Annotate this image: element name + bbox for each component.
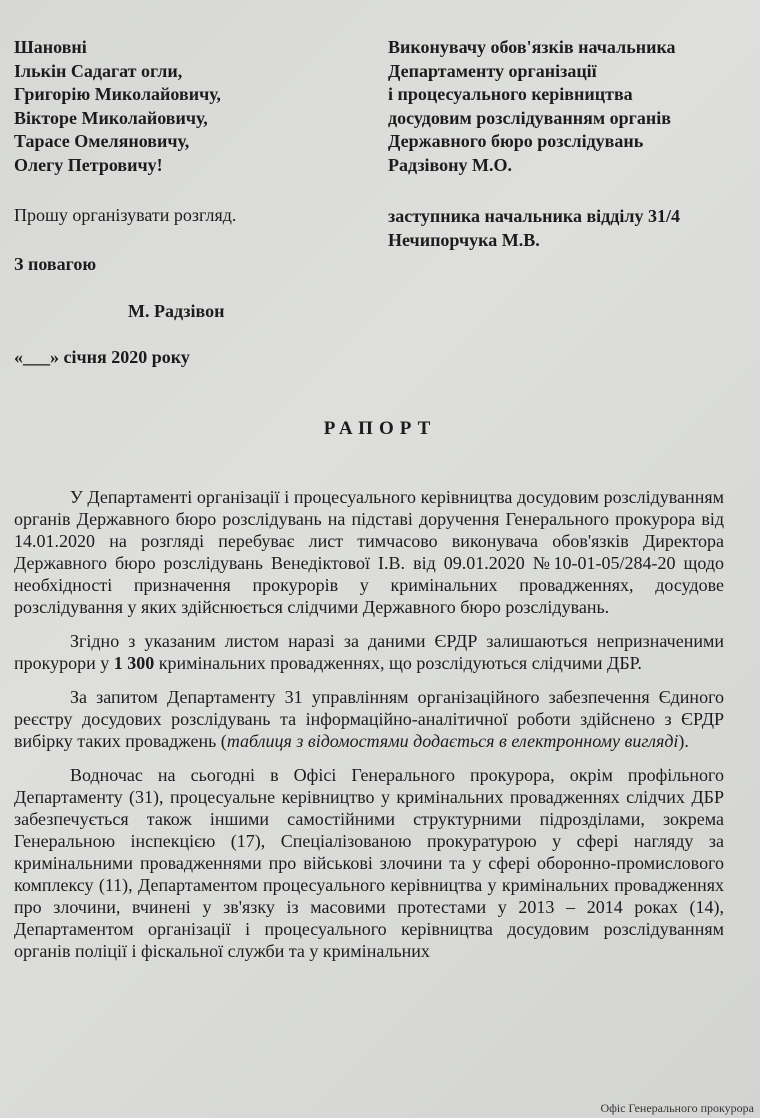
paragraph: [14, 686, 724, 752]
paragraph-text: Водночас на сьогодні в Офісі Генерального прокурора, окрім профільного Департаменту (31), процесуальне керівництво у кримінальних провадженнях слідчих ДБР забезпечується також іншими самостійними структурними підрозділами, зокрема Генеральною інспекцією (17), Спеціалізованою прокуратурою у сфері нагляду за кримінальними провадженнями про військові злочини та у сфері оборонно-промислового комплексу (11), Департаментом процесуального керівництва у кримінальних провадженнях про злочини, вчинені у зв'язку із масовими протестами у 2013 – 2014 роках (14), Департаментом організації і процесуального керівництва досудовим розслідуванням органів поліції і фіскальної служби та у кримінальних: [14, 765, 724, 961]
addressee-line: Тарасе Омеляновичу,: [14, 131, 190, 151]
addressees-block: [14, 36, 354, 177]
paragraph-text: ).: [678, 731, 689, 751]
attachment-note: таблиця з відомостями додається в електронному вигляді: [226, 731, 679, 751]
footer-stamp: Офіс Генерального прокурора: [600, 1101, 754, 1115]
document-title: РАПОРТ: [323, 418, 437, 439]
addressee-line: Григорію Миколайовичу,: [14, 84, 221, 104]
paragraph-text: За запитом Департаменту 31 управлінням організаційного забезпечення Єдиного реєстру досудових розслідувань та інформаційно-аналітичної роботи здійснено з ЄРДР вибірку таких проваджень (: [14, 687, 724, 751]
case-count: 1 300: [113, 653, 155, 673]
document-body: [14, 486, 724, 974]
regards-text: З повагою: [14, 254, 97, 274]
paragraph: [14, 486, 724, 618]
request-text: Прошу організувати розгляд.: [14, 205, 237, 225]
paragraph: [14, 764, 724, 962]
sender-block: [388, 205, 680, 252]
sender-line: заступника начальника відділу 31/4: [388, 206, 680, 226]
addressee-line: Вікторе Миколайовичу,: [14, 107, 208, 128]
recipient-line: Департаменту організації: [388, 60, 597, 81]
addressee-line: Олегу Петровичу!: [14, 154, 163, 175]
recipient-line: Радзівону М.О.: [388, 154, 513, 175]
recipient-line: Виконувачу обов'язків начальника: [388, 37, 676, 57]
recipient-block: [388, 36, 758, 177]
recipient-line: і процесуального керівництва: [388, 84, 633, 104]
date-line: «___» січня 2020 року: [14, 347, 190, 367]
sender-line: Нечипорчука М.В.: [388, 229, 540, 250]
paragraph-text: У Департаменті організації і процесуального керівництва досудовим розслідуванням органів Державного бюро розслідувань на підставі доручення Генерального прокурора від 14.01.2020 на розгляді перебуває лист тимчасово виконувача обов'язків Директора Державного бюро розслідувань Венедіктової І.В. від 09.01.2020 №10-01-05/284-20 щодо необхідності призначення прокурорів у кримінальних провадженнях, досудове розслідування у яких здійснюється слідчими Державного бюро розслідувань.: [14, 487, 724, 617]
paragraph-text: кримінальних провадженнях, що розслідуються слідчими ДБР.: [154, 653, 642, 673]
paragraph: [14, 630, 724, 674]
addressee-line: Шановні: [14, 37, 87, 57]
paragraph-text: Згідно з указаним листом наразі за даними ЄРДР залишаються непризначеними прокурори у: [14, 631, 724, 673]
recipient-line: Державного бюро розслідувань: [388, 131, 644, 151]
recipient-line: досудовим розслідуванням органів: [388, 107, 671, 128]
signature-name: М. Радзівон: [128, 301, 225, 321]
addressee-line: Ількін Садагат огли,: [14, 60, 183, 81]
